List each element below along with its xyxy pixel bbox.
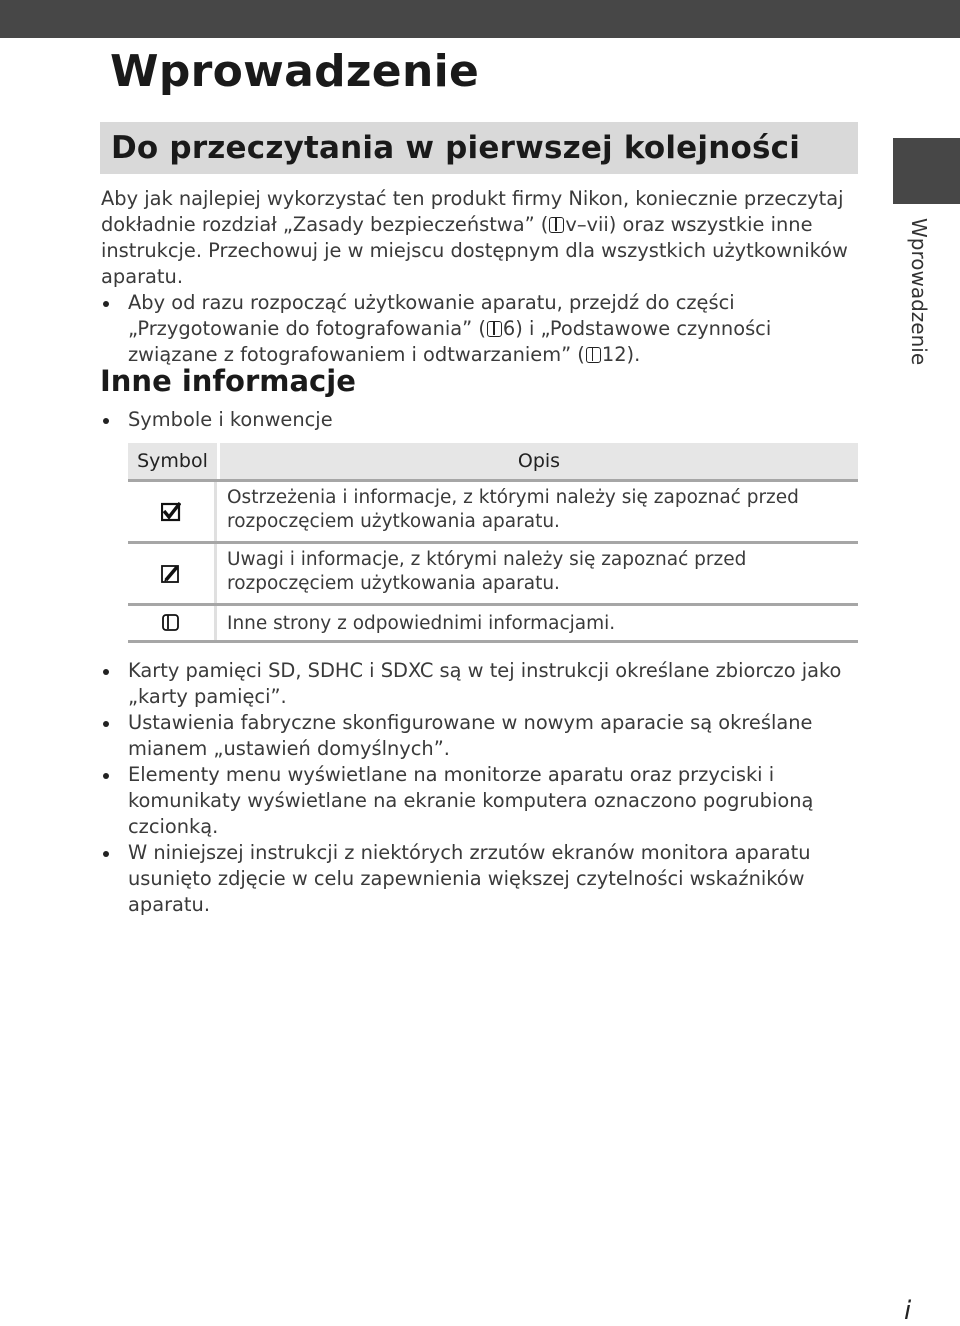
bullet-dot [103, 851, 109, 857]
list-item: Karty pamięci SD, SDHC i SDXC są w tej instrukcji określane zbiorczo jako „karty pamięci”. [101, 658, 861, 710]
bullet-dot [103, 721, 109, 727]
list-item: Ustawienia fabryczne skonfigurowane w nowym aparacie są określane mianem „ustawień domyślnych”. [101, 710, 861, 762]
symbol-cell [128, 482, 217, 541]
intro-bullet: Aby od razu rozpocząć użytkowanie aparatu, przejdź do części „Przygotowanie do fotografowania” ( 6) i „Podstawowe czynności związane z fotografowaniem i odtwarzaniem” ( 12). [101, 290, 861, 368]
header-symbol: Symbol [128, 443, 217, 479]
chapter-side-label: Wprowadzenie [907, 218, 931, 366]
note-pencil-icon [161, 564, 181, 584]
table-row [128, 606, 858, 643]
top-bar [0, 0, 960, 38]
list-item: Elementy menu wyświetlane na monitorze aparatu oraz przyciski i komunikaty wyświetlane na ekranie komputera oznaczono pogrubioną czcionką. [101, 762, 861, 840]
other-info-heading: Inne informacje [100, 364, 356, 398]
table-row [128, 482, 858, 544]
list-item: W niniejszej instrukcji z niektórych zrzutów ekranów monitora aparatu usunięto zdjęcie w celu zapewnienia większej czytelności wskaźników aparatu. [101, 840, 861, 918]
chapter-tab [893, 138, 960, 204]
section-title: Do przeczytania w pierwszej kolejności [111, 130, 801, 166]
bullet-dot [103, 773, 109, 779]
table-row [128, 544, 858, 606]
symbols-bullet: Symbole i konwencje [101, 407, 828, 433]
description-cell: Uwagi i informacje, z którymi należy się zapoznać przed rozpoczęciem użytkowania aparatu. [227, 549, 747, 594]
header-description: Opis [220, 443, 858, 479]
intro-paragraph: Aby jak najlepiej wykorzystać ten produkt firmy Nikon, koniecznie przeczytaj dokładnie rozdział „Zasady bezpieczeństwa” ( v–vii) oraz wszystkie inne instrukcje. Przechowuj je w miejscu dostępnym dla wszystkich użytkowników aparatu. [101, 187, 848, 288]
page-title: Wprowadzenie [110, 46, 480, 97]
bullet-dot [103, 418, 109, 424]
page-reference-icon [162, 614, 180, 632]
section-header [100, 122, 858, 174]
description-cell: Ostrzeżenia i informacje, z którymi należy się zapoznać przed rozpoczęciem użytkowania aparatu. [227, 487, 799, 532]
description-cell: Inne strony z odpowiednimi informacjami. [227, 613, 616, 634]
page-number: i [904, 1296, 912, 1326]
page-reference-icon [487, 321, 502, 337]
symbol-cell [128, 544, 217, 603]
bullet-dot [103, 301, 109, 307]
caution-check-icon [161, 502, 181, 522]
conventions-list [101, 658, 861, 918]
symbol-cell [128, 606, 217, 640]
bullet-dot [103, 669, 109, 675]
page-reference-icon [586, 347, 601, 363]
table-header-row [128, 443, 858, 482]
symbols-table [128, 443, 858, 643]
page-reference-icon [549, 217, 564, 233]
intro-text [101, 186, 861, 368]
